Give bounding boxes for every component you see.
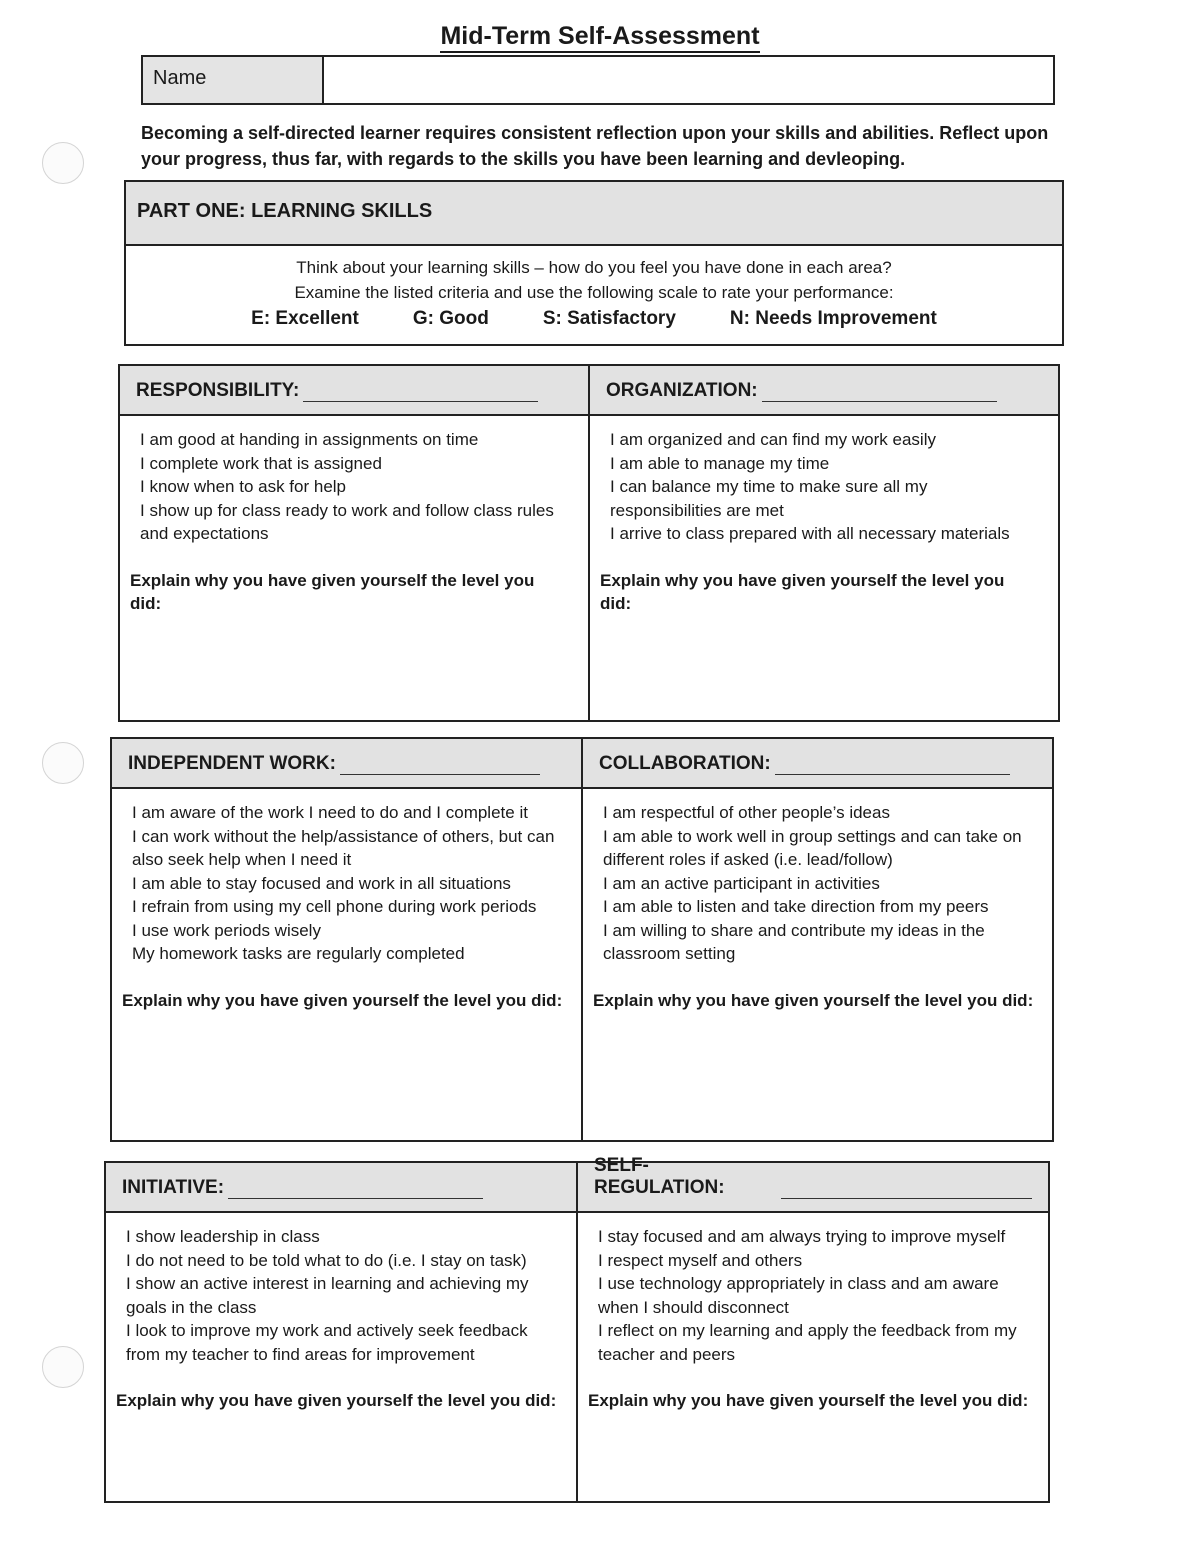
skill-body [590,416,1058,616]
criteria-item: I look to improve my work and actively seek feedback from my teacher to find areas for improvement [126,1321,528,1364]
part-one-instructions [126,246,1062,331]
explain-prompt: Explain why you have given yourself the level you did: [593,990,1034,1010]
criteria-item: I am aware of the work I need to do and I complete it [132,803,528,822]
criteria-item: I show up for class ready to work and follow class rules and expectations [140,500,554,543]
skill-heading [583,739,1052,789]
rating-blank[interactable] [775,758,1010,775]
binder-hole [42,742,84,784]
page-title [0,22,1200,51]
criteria-item: I am able to manage my time [610,453,830,473]
criteria-item: I do not need to be told what to do (i.e. I stay on task) [126,1250,527,1270]
skills-row-3 [104,1155,1050,1503]
explain-prompt: Explain why you have given yourself the level you did: [600,570,1005,613]
skill-heading [590,366,1058,416]
criteria-item: I am an active participant in activities [603,873,880,893]
skill-heading [578,1155,1048,1213]
skill-body [578,1213,1048,1413]
skill-body [120,416,588,616]
rating-blank[interactable] [303,385,538,402]
skill-organization [588,366,1058,720]
criteria-item: I am organized and can find my work easily [610,430,936,449]
criteria-item: I am able to listen and take direction from my peers [603,897,989,916]
instruction-line-2: Examine the listed criteria and use the following scale to rate your performance: [294,283,894,302]
criteria-item: I am good at handing in assignments on time [140,430,479,449]
criteria-item: I can work without the help/assistance of others, but can also seek help when I need it [132,826,555,869]
name-row [141,55,1055,105]
scale-excellent: E: Excellent [251,308,359,329]
binder-hole [42,142,84,184]
explain-prompt: Explain why you have given yourself the level you did: [588,1391,1029,1410]
skill-body [112,789,581,1012]
rating-blank[interactable] [762,385,997,402]
skill-initiative [106,1163,576,1501]
skills-row-1 [118,364,1060,722]
criteria-item: I use work periods wisely [132,920,321,940]
criteria-list [140,428,570,546]
intro-text: Becoming a self-directed learner requires consistent reflection upon your skills and abilities. Reflect upon your progress, thus far, with regards to the skills you have been learning and devleoping. [141,123,1049,169]
criteria-item: I know when to ask for help [140,477,347,496]
criteria-list [603,801,1034,966]
criteria-item: I am willing to share and contribute my ideas in the classroom setting [603,920,985,963]
criteria-item: I am respectful of other people’s ideas [603,803,890,822]
explain-prompt: Explain why you have given yourself the level you did: [130,570,535,613]
criteria-item: I use technology appropriately in class and am aware when I should disconnect [598,1274,999,1317]
scale-good: G: Good [412,308,489,329]
criteria-list [598,1225,1030,1366]
skill-heading-text: COLLABORATION: [599,753,771,774]
skill-responsibility [120,366,588,720]
rating-blank[interactable] [781,1182,1032,1199]
rating-blank[interactable] [228,1182,483,1199]
criteria-item: My homework tasks are regularly completed [132,944,465,963]
rating-blank[interactable] [340,758,540,775]
part-one-box [124,180,1064,346]
part-one-heading: PART ONE: LEARNING SKILLS [126,182,1062,246]
skill-heading-text: INDEPENDENT WORK: [128,753,336,774]
skill-body [106,1213,576,1413]
skill-heading-text: SELF-REGULATION: [594,1155,725,1198]
skill-heading-text: ORGANIZATION: [606,380,758,401]
skill-independent-work [112,739,581,1140]
criteria-item: I show leadership in class [126,1227,320,1246]
skill-heading [106,1163,576,1213]
criteria-item: I respect myself and others [598,1250,803,1270]
criteria-item: I complete work that is assigned [140,453,382,473]
name-field[interactable] [324,57,1053,103]
skill-self-regulation [576,1155,1048,1501]
scale-satisfactory: S: Satisfactory [542,308,676,329]
skill-heading [112,739,581,789]
criteria-item: I refrain from using my cell phone during work periods [132,897,537,916]
skill-heading-text: RESPONSIBILITY: [136,380,300,401]
explain-prompt: Explain why you have given yourself the level you did: [116,1391,557,1410]
page-title-text: Mid-Term Self-Assessment [440,22,759,53]
explain-prompt: Explain why you have given yourself the level you did: [122,990,563,1010]
skill-heading-text: INITIATIVE: [122,1177,225,1198]
criteria-list [132,801,563,966]
criteria-item: I reflect on my learning and apply the feedback from my teacher and peers [598,1321,1017,1364]
criteria-item: I arrive to class prepared with all necessary materials [610,524,1010,543]
criteria-list [126,1225,558,1366]
criteria-item: I stay focused and am always trying to improve myself [598,1227,1006,1246]
name-label: Name [143,57,324,103]
criteria-item: I am able to stay focused and work in all situations [132,873,511,893]
scale-needs-improvement: N: Needs Improvement [729,308,937,329]
binder-hole [42,1346,84,1388]
skill-heading [120,366,588,416]
skill-body [583,789,1052,1012]
rating-scale [126,306,1062,331]
criteria-item: I can balance my time to make sure all my responsibilities are met [610,477,928,520]
criteria-list [610,428,1040,546]
skills-row-2 [110,737,1054,1142]
skill-collaboration [581,739,1052,1140]
criteria-item: I am able to work well in group settings and can take on different roles if asked (i.e. lead/follow) [603,826,1022,869]
instruction-line-1: Think about your learning skills – how do you feel you have done in each area? [296,258,892,277]
criteria-item: I show an active interest in learning and achieving my goals in the class [126,1274,529,1317]
